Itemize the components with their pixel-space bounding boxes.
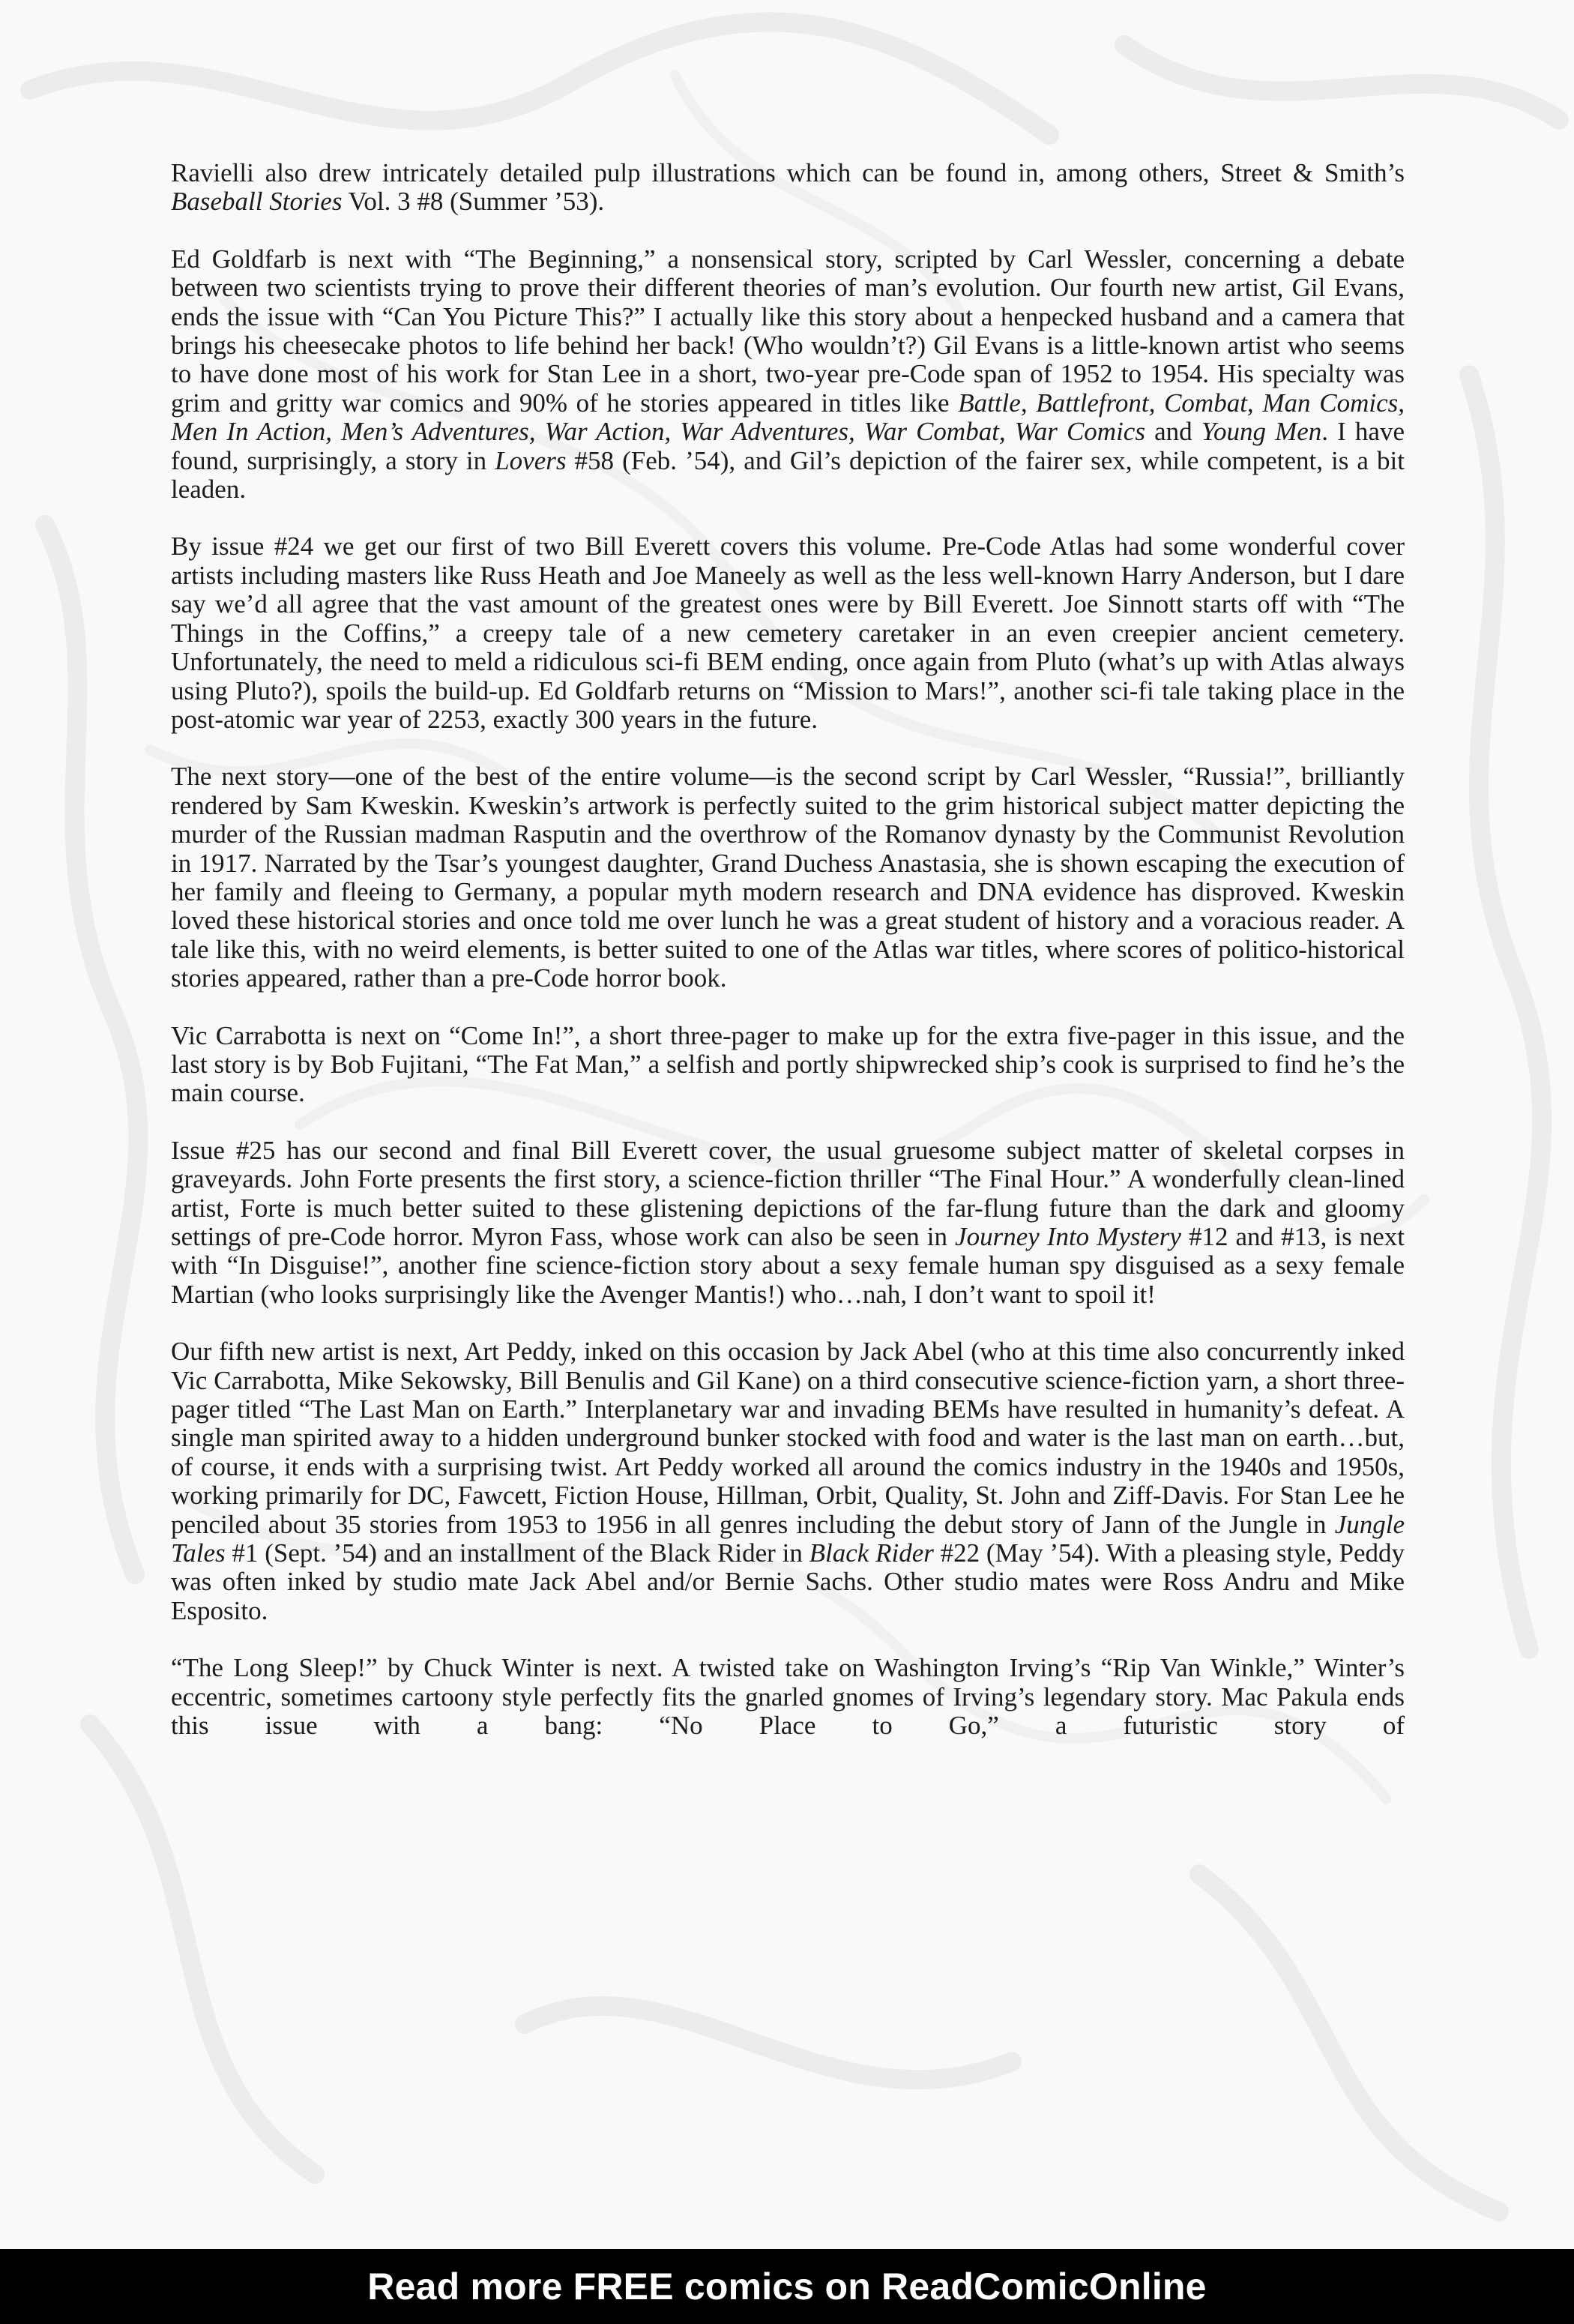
text-segment: #1 (Sept. ’54) and an installment of the Black Rider in <box>225 1538 809 1568</box>
italic-title: Journey Into Mystery <box>955 1222 1181 1251</box>
text-segment: Ravielli also drew intricately detailed pulp illustrations which can be found in, among others, Street & Smith’s <box>171 158 1405 187</box>
italic-title: Lovers <box>495 445 567 475</box>
text-segment: Vic Carrabotta is next on “Come In!”, a short three-pager to make up for the extra five-pager in this issue, and the last story is by Bob Fujitani, “The Fat Man,” a selfish and portly shipwrecked ship’s cook is surprised to find he’s the main course. <box>171 1020 1405 1108</box>
text-segment: #22 (May ’54). With a pleasing style, Peddy was often inked by studio mate Jack Abel and/or Bernie Sachs. Other studio mates were Ross Andru and Mike Esposito. <box>171 1538 1405 1625</box>
paragraph <box>171 1654 1405 1740</box>
italic-title: Young Men <box>1201 417 1322 447</box>
italic-title: Jungle Tales <box>171 1509 1405 1568</box>
paragraph <box>171 1022 1405 1108</box>
footer-link-text[interactable]: Read more FREE comics on ReadComicOnline <box>367 2266 1207 2308</box>
text-segment: Issue #25 has our second and final Bill Everett cover, the usual gruesome subject matter of skeletal corpses in graveyards. John Forte presents the first story, a science-fiction thriller “The Final Hour.” A wonderfully clean-lined artist, Forte is much better suited to these glistening depictions of the far-flung future than the dark and gloomy settings of pre-Code horror. Myron Fass, whose work can also be seen in <box>171 1135 1405 1251</box>
article-body <box>171 159 1405 1769</box>
italic-title: Baseball Stories <box>171 187 343 217</box>
text-segment: #12 and #13, is next with “In Disguise!”, another fine science-fiction story about a sexy female human spy disguised as a sexy female Martian (who looks surprisingly like the Avenger Mantis!) who…nah, I don’t want to spoil it! <box>171 1222 1405 1309</box>
italic-title: Black Rider <box>809 1538 934 1568</box>
footer-banner[interactable] <box>0 2249 1574 2324</box>
paragraph <box>171 1137 1405 1309</box>
paragraph <box>171 245 1405 505</box>
text-segment: Ed Goldfarb is next with “The Beginning,” a nonsensical story, scripted by Carl Wessler, concerning a debate between two scientists trying to prove their different theories of man’s evolution. Our fourth new artist, Gil Evans, ends the issue with “Can You Picture This?” I actually like this story about a henpecked husband and a camera that brings his cheesecake photos to life behind her back! (Who wouldn’t?) Gil Evans is a little-known artist who seems to have done most of his work for Stan Lee in a short, two-year pre-Code span of 1952 to 1954. His specialty was grim and gritty war comics and 90% of he stories appeared in titles like <box>171 244 1405 418</box>
paragraph <box>171 159 1405 217</box>
paragraph <box>171 1337 1405 1625</box>
paragraph <box>171 532 1405 734</box>
italic-title: Battle, Battlefront, Combat, Man Comics, Men In Action, Men’s Adventures, War Action, War Adventures, War Combat, War Comics <box>171 388 1405 447</box>
text-segment: and <box>1145 417 1201 447</box>
text-segment: #58 (Feb. ’54), and Gil’s depiction of the fairer sex, while competent, is a bit leaden. <box>171 445 1405 505</box>
text-segment: . I have found, surprisingly, a story in <box>171 417 1405 475</box>
paragraph <box>171 762 1405 993</box>
text-segment: The next story—one of the best of the entire volume—is the second script by Carl Wessler, “Russia!”, brilliantly rendered by Sam Kweskin. Kweskin’s artwork is perfectly suited to the grim historical subject matter depicting the murder of the Russian madman Rasputin and the overthrow of the Romanov dynasty by the Communist Revolution in 1917. Narrated by the Tsar’s youngest daughter, Grand Duchess Anastasia, she is shown escaping the execution of her family and fleeing to Germany, a popular myth modern research and DNA evidence has disproved. Kweskin loved these historical stories and once told me over lunch he was a great student of history and a voracious reader. A tale like this, with no weird elements, is better suited to one of the Atlas war titles, where scores of politico-historical stories appeared, rather than a pre-Code horror book. <box>171 762 1405 993</box>
text-segment: Vol. 3 #8 (Summer ’53). <box>342 187 605 217</box>
text-segment: By issue #24 we get our first of two Bill Everett covers this volume. Pre-Code Atlas had some wonderful cover artists including masters like Russ Heath and Joe Maneely as well as the less well-known Harry Anderson, but I dare say we’d all agree that the vast amount of the greatest ones were by Bill Everett. Joe Sinnott starts off with “The Things in the Coffins,” a creepy tale of a new cemetery caretaker in an even creepier ancient cemetery. Unfortunately, the need to meld a ridiculous sci-fi BEM ending, once again from Pluto (what’s up with Atlas always using Pluto?), spoils the build-up. Ed Goldfarb returns on “Mission to Mars!”, another sci-fi tale taking place in the post-atomic war year of 2253, exactly 300 years in the future. <box>171 532 1405 734</box>
text-segment: Our fifth new artist is next, Art Peddy, inked on this occasion by Jack Abel (who at this time also concurrently inked Vic Carrabotta, Mike Sekowsky, Bill Benulis and Gil Kane) on a third consecutive science-fiction yarn, a short three-pager titled “The Last Man on Earth.” Interplanetary war and invading BEMs have resulted in humanity’s defeat. A single man spirited away to a hidden underground bunker stocked with food and water is the last man on earth…but, of course, it ends with a surprising twist. Art Peddy worked all around the comics industry in the 1940s and 1950s, working primarily for DC, Fawcett, Fiction House, Hillman, Orbit, Quality, St. John and Ziff-Davis. For Stan Lee he penciled about 35 stories from 1953 to 1956 in all genres including the debut story of Jann of the Jungle in <box>171 1337 1405 1539</box>
text-segment: “The Long Sleep!” by Chuck Winter is next. A twisted take on Washington Irving’s “Rip Van Winkle,” Winter’s eccentric, sometimes cartoony style perfectly fits the gnarled gnomes of Irving’s legendary story. Mac Pakula ends this issue with a bang: “No Place to Go,” a futuristic story of <box>171 1653 1405 1741</box>
